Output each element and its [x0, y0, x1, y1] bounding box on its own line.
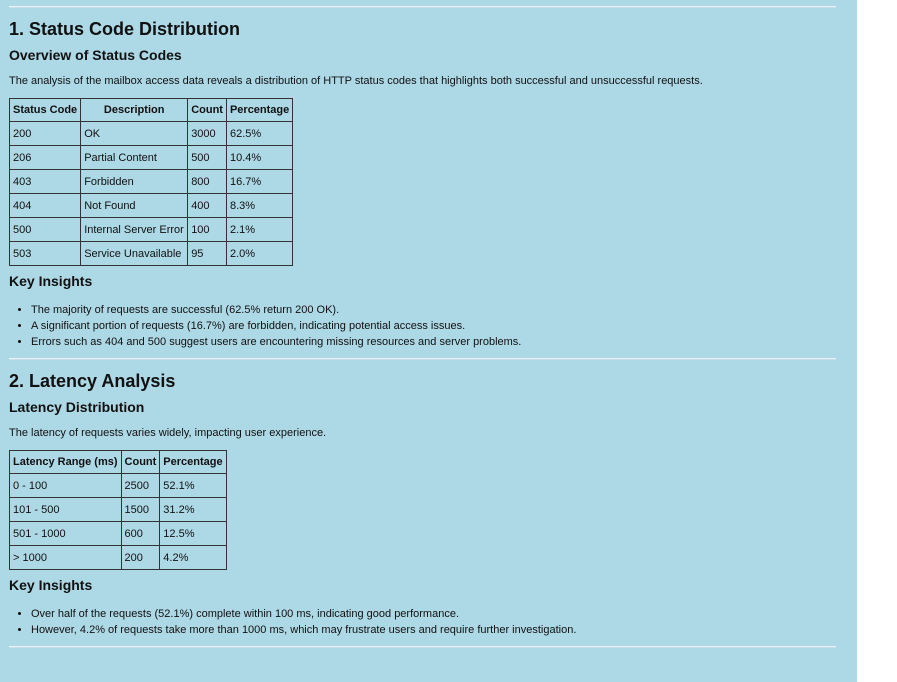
- section-title: 2. Latency Analysis: [9, 371, 176, 391]
- table-row: [10, 170, 293, 194]
- table-row: [10, 194, 293, 218]
- table-cell: 500: [10, 218, 81, 242]
- table-cell: 500: [188, 146, 227, 170]
- table-header-row: [10, 451, 227, 474]
- divider: [9, 6, 836, 8]
- list-item: • However, 4.2% of requests take more than 1000 ms, which may frustrate users and require further investigation.: [31, 622, 848, 638]
- table-cell: 403: [10, 170, 81, 194]
- table-cell: > 1000: [10, 546, 122, 570]
- table-row: [10, 546, 227, 570]
- section-title: 1. Status Code Distribution: [9, 19, 241, 39]
- table-cell: 200: [10, 122, 81, 146]
- section-intro: The latency of requests varies widely, impacting user experience.: [9, 427, 327, 439]
- table-row: [10, 242, 293, 266]
- section-intro: The analysis of the mailbox access data reveals a distribution of HTTP status codes that highlights both successful and unsuccessful requests.: [9, 75, 703, 87]
- table-header-row: [10, 99, 293, 122]
- table-row: [10, 122, 293, 146]
- status-code-table: [9, 98, 293, 266]
- table-cell: Partial Content: [81, 146, 188, 170]
- insights-title: Key Insights: [9, 273, 93, 289]
- table-cell: 503: [10, 242, 81, 266]
- table-row: [10, 474, 227, 498]
- table-cell: 0 - 100: [10, 474, 122, 498]
- table-cell: 2.0%: [226, 242, 292, 266]
- insights-list: [9, 606, 848, 638]
- column-header: Status Code: [10, 99, 81, 122]
- table-row: [10, 146, 293, 170]
- table-cell: 600: [121, 522, 160, 546]
- insights-title: Key Insights: [9, 577, 93, 593]
- table-cell: Forbidden: [81, 170, 188, 194]
- table-row: [10, 218, 293, 242]
- table-cell: 200: [121, 546, 160, 570]
- table-cell: 400: [188, 194, 227, 218]
- table-cell: 95: [188, 242, 227, 266]
- list-item: • A significant portion of requests (16.7%) are forbidden, indicating potential access issues.: [31, 318, 848, 334]
- table-cell: 52.1%: [160, 474, 226, 498]
- table-cell: 404: [10, 194, 81, 218]
- column-header: Latency Range (ms): [10, 451, 122, 474]
- report-content: [0, 6, 857, 648]
- table-cell: 101 - 500: [10, 498, 122, 522]
- table-cell: 100: [188, 218, 227, 242]
- column-header: Description: [81, 99, 188, 122]
- table-cell: 800: [188, 170, 227, 194]
- column-header: Count: [121, 451, 160, 474]
- table-cell: OK: [81, 122, 188, 146]
- table-cell: 1500: [121, 498, 160, 522]
- latency-section: [9, 370, 848, 638]
- table-cell: 12.5%: [160, 522, 226, 546]
- table-cell: 206: [10, 146, 81, 170]
- list-item: • Over half of the requests (52.1%) complete within 100 ms, indicating good performance.: [31, 606, 848, 622]
- table-cell: Internal Server Error: [81, 218, 188, 242]
- column-header: Percentage: [226, 99, 292, 122]
- list-item: • Errors such as 404 and 500 suggest users are encountering missing resources and server problems.: [31, 334, 848, 350]
- table-cell: 8.3%: [226, 194, 292, 218]
- table-cell: 3000: [188, 122, 227, 146]
- insights-list: [9, 302, 848, 350]
- column-header: Percentage: [160, 451, 226, 474]
- latency-table: [9, 450, 227, 570]
- divider: [9, 646, 836, 648]
- section-subtitle: Overview of Status Codes: [9, 47, 182, 63]
- divider: [9, 358, 836, 360]
- table-cell: 2500: [121, 474, 160, 498]
- table-row: [10, 522, 227, 546]
- table-row: [10, 498, 227, 522]
- table-cell: 4.2%: [160, 546, 226, 570]
- table-cell: 62.5%: [226, 122, 292, 146]
- list-item: • The majority of requests are successful (62.5% return 200 OK).: [31, 302, 848, 318]
- column-header: Count: [188, 99, 227, 122]
- table-cell: 10.4%: [226, 146, 292, 170]
- table-cell: 16.7%: [226, 170, 292, 194]
- table-cell: Service Unavailable: [81, 242, 188, 266]
- table-cell: 501 - 1000: [10, 522, 122, 546]
- table-cell: Not Found: [81, 194, 188, 218]
- status-code-section: [9, 18, 848, 350]
- table-cell: 2.1%: [226, 218, 292, 242]
- table-cell: 31.2%: [160, 498, 226, 522]
- section-subtitle: Latency Distribution: [9, 399, 145, 415]
